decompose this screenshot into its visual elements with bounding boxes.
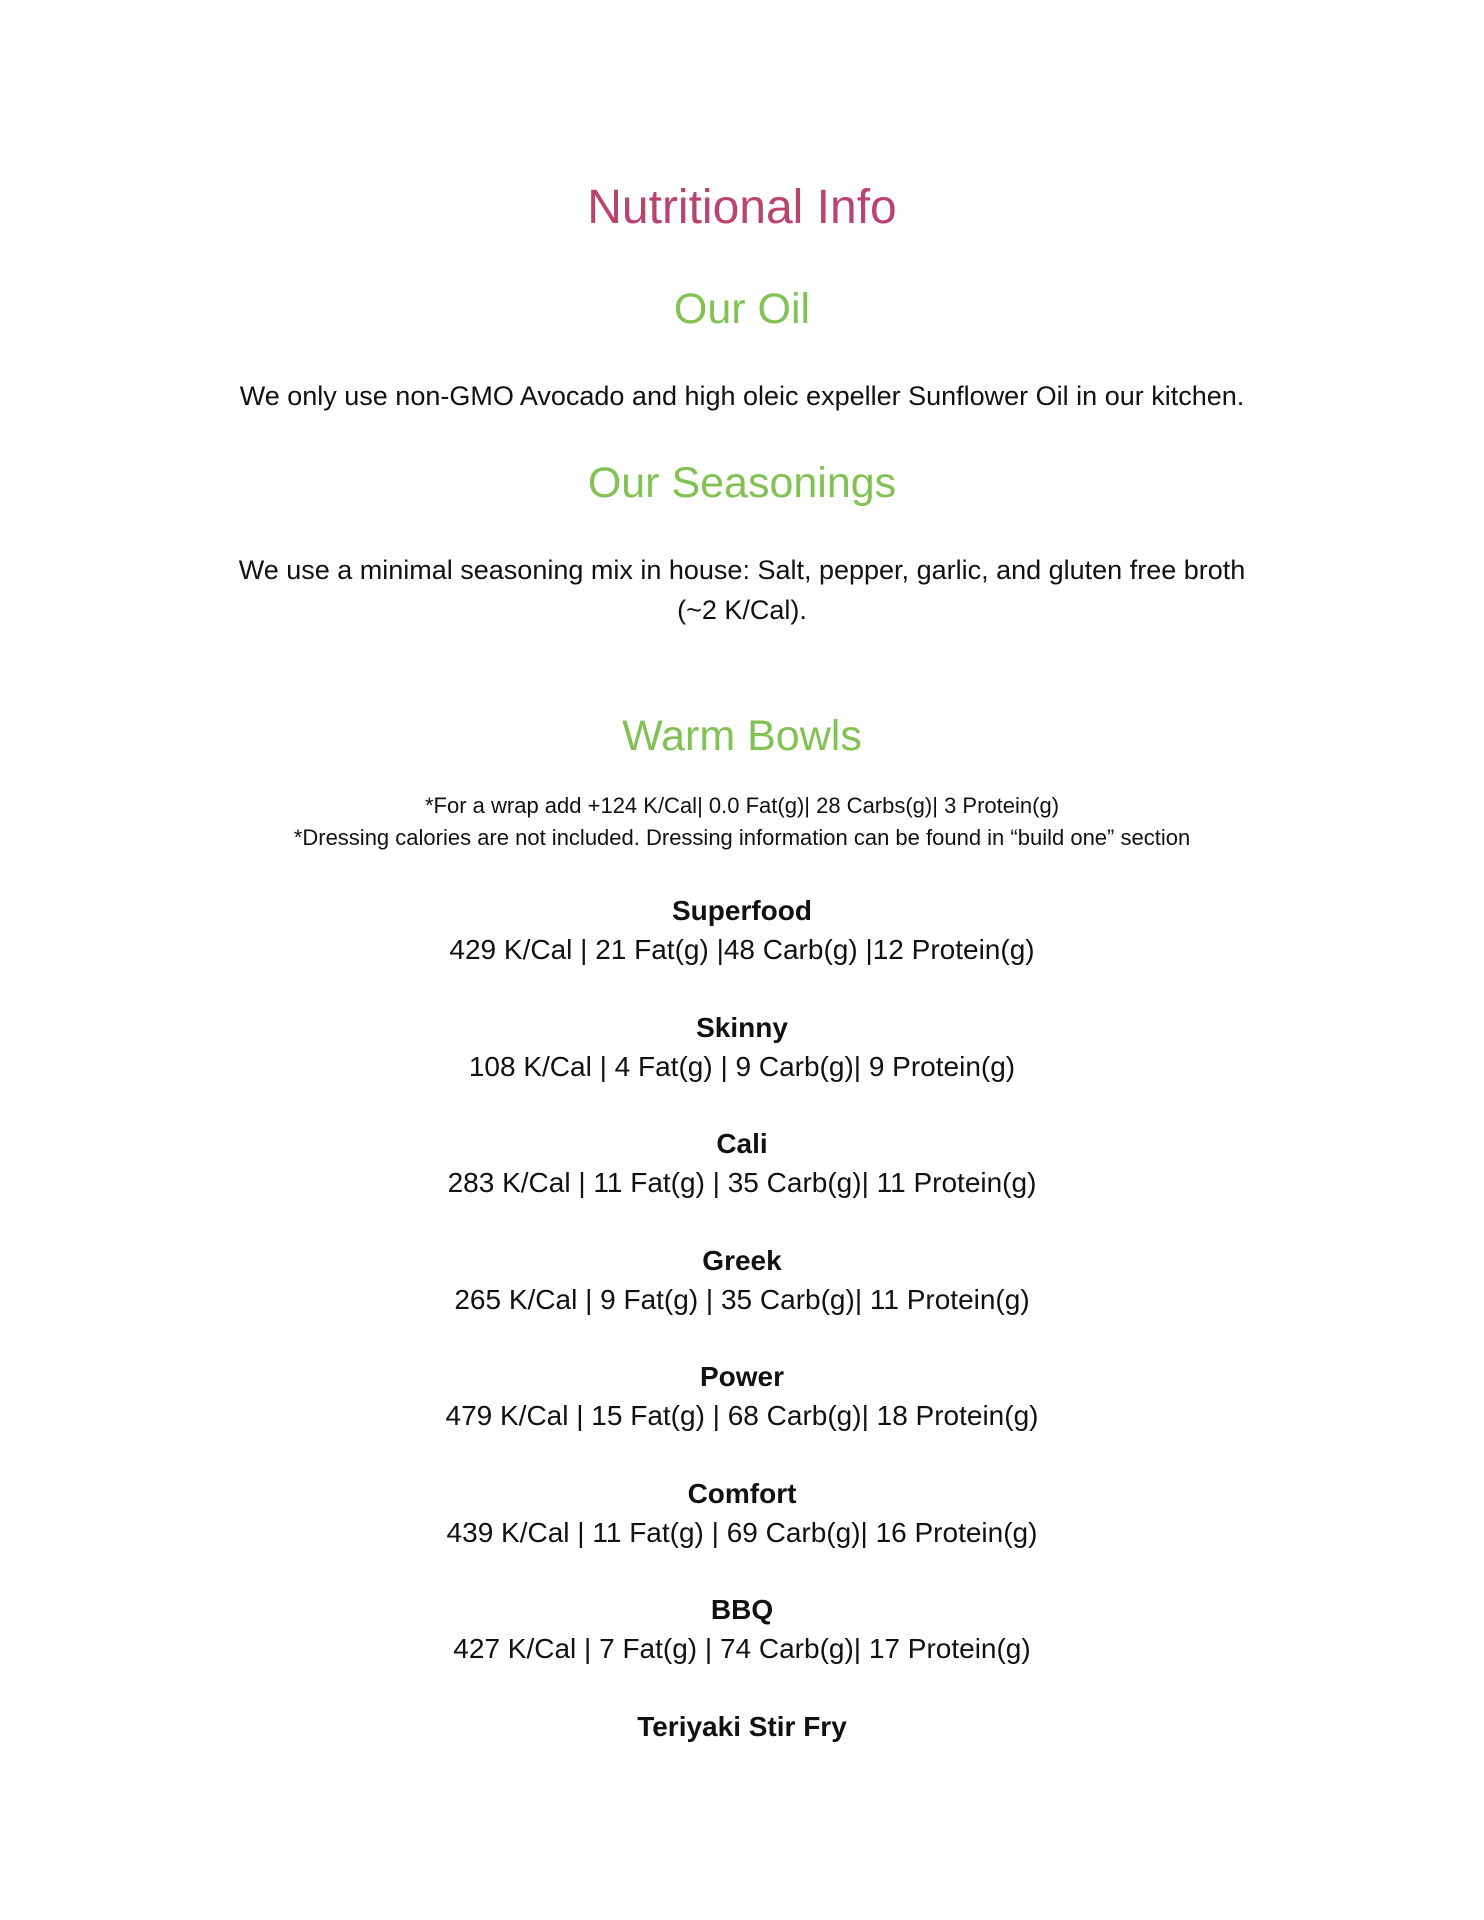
list-item (0, 1358, 1484, 1475)
dressing-note: *Dressing calories are not included. Dressing information can be found in “build one” section (293, 825, 1191, 850)
item-nutrition: 265 K/Cal | 9 Fat(g) | 35 Carb(g)| 11 Protein(g) (454, 1283, 1030, 1315)
list-item (0, 1242, 1484, 1359)
page-title: Nutritional Info (587, 181, 897, 234)
wrap-note: *For a wrap add +124 K/Cal| 0.0 Fat(g)| 28 Carbs(g)| 3 Protein(g) (424, 793, 1060, 818)
item-name: BBQ (710, 1594, 774, 1625)
item-name: Skinny (696, 1011, 788, 1043)
oil-text: We only use non-GMO Avocado and high oleic expeller Sunflower Oil in our kitchen. (239, 381, 1245, 411)
item-name: Superfood (672, 895, 812, 926)
list-item (0, 1009, 1484, 1126)
item-nutrition: 427 K/Cal | 7 Fat(g) | 74 Carb(g)| 17 Protein(g) (453, 1633, 1031, 1664)
item-name: Power (699, 1361, 785, 1392)
item-nutrition: 283 K/Cal | 11 Fat(g) | 35 Carb(g)| 11 Protein(g) (447, 1167, 1037, 1198)
list-item (0, 1125, 1484, 1242)
item-name: Cali (716, 1128, 768, 1159)
item-name: Comfort (687, 1477, 797, 1509)
item-nutrition: 429 K/Cal | 21 Fat(g) |48 Carb(g) |12 Protein(g) (449, 934, 1035, 965)
warm-bowls-heading: Warm Bowls (622, 712, 862, 760)
warm-bowls-list (0, 892, 1484, 1824)
item-nutrition: 439 K/Cal | 11 Fat(g) | 69 Carb(g)| 16 Protein(g) (446, 1516, 1038, 1548)
item-nutrition: 479 K/Cal | 15 Fat(g) | 68 Carb(g)| 18 Protein(g) (445, 1400, 1039, 1431)
item-name: Teriyaki Stir Fry (637, 1710, 847, 1742)
list-item (0, 892, 1484, 1009)
list-item (0, 1708, 1484, 1825)
warm-bowls-notes (0, 790, 1484, 854)
item-name: Greek (702, 1244, 782, 1276)
seasonings-text: We use a minimal seasoning mix in house: Salt, pepper, garlic, and gluten free broth (~2 K/Cal). (238, 555, 1246, 625)
oil-heading: Our Oil (673, 285, 811, 333)
list-item (0, 1475, 1484, 1592)
list-item (0, 1591, 1484, 1708)
item-nutrition: 108 K/Cal | 4 Fat(g) | 9 Carb(g)| 9 Protein(g) (468, 1050, 1016, 1082)
seasonings-heading: Our Seasonings (587, 459, 897, 507)
